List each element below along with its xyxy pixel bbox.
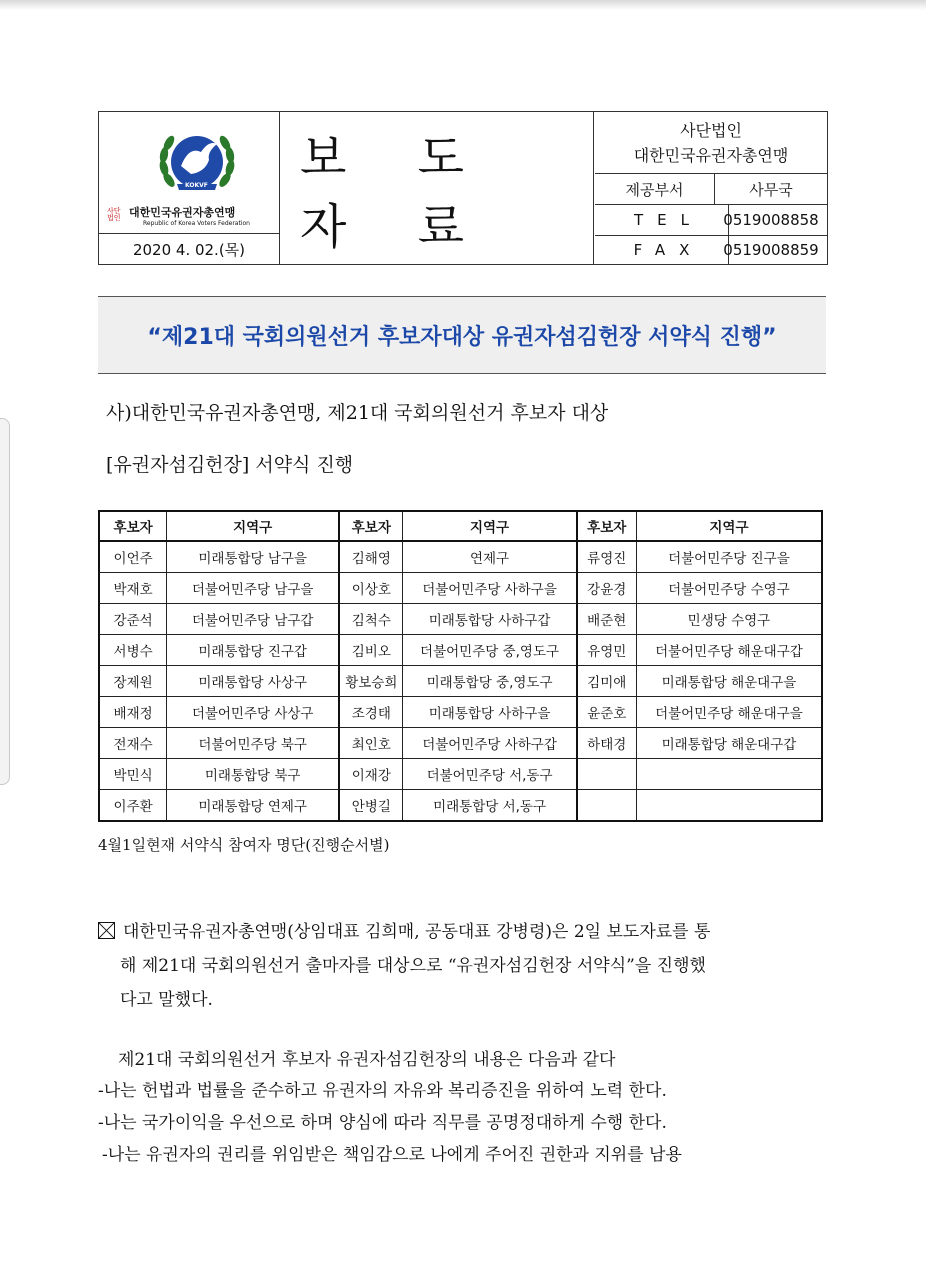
candidate-district: 미래통합당 중,영도구 bbox=[403, 666, 577, 697]
paragraph-1-text: 대한민국유권자총연맹(상임대표 김희매, 공동대표 강병령)은 2일 보도자료를 통 bbox=[123, 922, 711, 942]
paragraph-1-line-3: 다고 말했다. bbox=[120, 990, 213, 1010]
candidate-district: 미래통합당 서,동구 bbox=[403, 790, 577, 822]
top-shadow bbox=[0, 0, 926, 10]
paragraph-1-line-2: 해 제21대 국회의원선거 출마자를 대상으로 “유권자섬김헌장 서약식”을 진행했 bbox=[120, 956, 706, 976]
table-row bbox=[99, 790, 822, 822]
candidate-name: 하태경 bbox=[577, 728, 637, 759]
candidate-name: 황보승희 bbox=[339, 666, 403, 697]
table-row bbox=[99, 759, 822, 790]
candidate-name: 이주환 bbox=[99, 790, 167, 822]
candidate-name: 서병수 bbox=[99, 635, 167, 666]
candidate-district: 더불어민주당 해운대구갑 bbox=[636, 635, 822, 666]
table-row bbox=[99, 541, 822, 573]
fax-label: FAX bbox=[595, 236, 729, 264]
candidate-name: 이상호 bbox=[339, 573, 403, 604]
candidate-district: 연제구 bbox=[403, 541, 577, 573]
candidate-name: 류영진 bbox=[577, 541, 637, 573]
candidate-district: 미래통합당 해운대구을 bbox=[636, 666, 822, 697]
candidate-name bbox=[577, 759, 637, 790]
candidate-name: 이재강 bbox=[339, 759, 403, 790]
candidate-name: 박재호 bbox=[99, 573, 167, 604]
candidate-name: 강준석 bbox=[99, 604, 167, 635]
table-row bbox=[99, 666, 822, 697]
candidate-name: 박민식 bbox=[99, 759, 167, 790]
emblem-text: KOKVF bbox=[185, 182, 208, 189]
checkbox-x-icon bbox=[98, 922, 115, 939]
side-scroll-handle[interactable] bbox=[0, 418, 10, 785]
release-date: 2020 4. 02.(목) bbox=[99, 233, 280, 265]
column-header: 후보자 bbox=[339, 511, 403, 541]
organization-block bbox=[595, 112, 827, 174]
candidate-name: 김비오 bbox=[339, 635, 403, 666]
candidate-district: 미래통합당 진구갑 bbox=[167, 635, 339, 666]
candidate-district: 더불어민주당 사하구갑 bbox=[403, 728, 577, 759]
logo-cell bbox=[99, 112, 280, 233]
table-row bbox=[99, 573, 822, 604]
candidate-district: 더불어민주당 중,영도구 bbox=[403, 635, 577, 666]
candidate-name: 김미애 bbox=[577, 666, 637, 697]
paragraph-1-line-1 bbox=[98, 917, 710, 942]
candidate-district: 더불어민주당 해운대구을 bbox=[636, 697, 822, 728]
federation-emblem-icon bbox=[155, 122, 239, 206]
candidate-name: 강윤경 bbox=[577, 573, 637, 604]
candidate-district: 미래통합당 북구 bbox=[167, 759, 339, 790]
fax-value: 0519008859 bbox=[723, 241, 819, 259]
candidate-name: 김척수 bbox=[339, 604, 403, 635]
charter-item-1: -나는 헌법과 법률을 준수하고 유권자의 자유와 복리증진을 위하여 노력 한다. bbox=[98, 1081, 667, 1101]
charter-item-3: -나는 유권자의 권리를 위임받은 책임감으로 나에게 주어진 권한과 지위를 남용 bbox=[102, 1145, 682, 1165]
subtitle-line-2: [유권자섬김헌장] 서약식 진행 bbox=[106, 454, 354, 476]
column-header: 지역구 bbox=[167, 511, 339, 541]
candidate-district: 더불어민주당 수영구 bbox=[636, 573, 822, 604]
column-header: 후보자 bbox=[577, 511, 637, 541]
table-row bbox=[99, 604, 822, 635]
candidate-district: 더불어민주당 사상구 bbox=[167, 697, 339, 728]
dept-label: 제공부서 bbox=[595, 174, 715, 204]
candidate-name: 윤준호 bbox=[577, 697, 637, 728]
candidate-district: 민생당 수영구 bbox=[636, 604, 822, 635]
logo-org-english: Republic of Korea Voters Federation bbox=[143, 220, 250, 227]
dept-row bbox=[595, 174, 827, 205]
candidate-district: 더불어민주당 남구을 bbox=[167, 573, 339, 604]
column-header: 후보자 bbox=[99, 511, 167, 541]
candidate-name: 장제원 bbox=[99, 666, 167, 697]
table-row bbox=[99, 728, 822, 759]
candidate-name: 배재정 bbox=[99, 697, 167, 728]
tel-label: TEL bbox=[595, 205, 729, 235]
candidate-table bbox=[98, 510, 823, 822]
candidate-district bbox=[636, 790, 822, 822]
candidate-district: 미래통합당 사하구갑 bbox=[403, 604, 577, 635]
tel-row bbox=[595, 205, 827, 236]
press-release-header bbox=[98, 111, 828, 265]
candidate-district: 더불어민주당 남구갑 bbox=[167, 604, 339, 635]
candidate-district: 미래통합당 사하구을 bbox=[403, 697, 577, 728]
candidate-district: 더불어민주당 북구 bbox=[167, 728, 339, 759]
candidate-name: 안병길 bbox=[339, 790, 403, 822]
candidate-district bbox=[636, 759, 822, 790]
candidate-district: 더불어민주당 서,동구 bbox=[403, 759, 577, 790]
fax-row bbox=[595, 236, 827, 264]
org-type: 사단법인 bbox=[680, 120, 742, 140]
candidate-district: 미래통합당 사상구 bbox=[167, 666, 339, 697]
candidate-name: 김해영 bbox=[339, 541, 403, 573]
dept-value: 사무국 bbox=[749, 180, 793, 199]
candidate-name: 이언주 bbox=[99, 541, 167, 573]
table-row bbox=[99, 635, 822, 666]
column-header: 지역구 bbox=[636, 511, 822, 541]
table-row bbox=[99, 697, 822, 728]
charter-intro: 제21대 국회의원선거 후보자 유권자섬김헌장의 내용은 다음과 같다 bbox=[118, 1050, 616, 1070]
org-name: 대한민국유권자총연맹 bbox=[633, 145, 789, 165]
candidate-name bbox=[577, 790, 637, 822]
subtitle-line-1: 사)대한민국유권자총연맹, 제21대 국회의원선거 후보자 대상 bbox=[106, 402, 609, 424]
candidate-district: 더불어민주당 사하구을 bbox=[403, 573, 577, 604]
page-title: 보 도 자 료 bbox=[280, 112, 594, 264]
table-caption: 4월1일현재 서약식 참여자 명단(진행순서별) bbox=[98, 836, 390, 854]
candidate-name: 최인호 bbox=[339, 728, 403, 759]
candidate-district: 미래통합당 연제구 bbox=[167, 790, 339, 822]
column-header: 지역구 bbox=[403, 511, 577, 541]
headline: “제21대 국회의원선거 후보자대상 유권자섬김헌장 서약식 진행” bbox=[98, 296, 826, 374]
candidate-name: 조경태 bbox=[339, 697, 403, 728]
tel-value: 0519008858 bbox=[723, 211, 819, 229]
charter-item-2: -나는 국가이익을 우선으로 하며 양심에 따라 직무를 공명정대하게 수행 한다. bbox=[98, 1113, 667, 1133]
candidate-name: 배준현 bbox=[577, 604, 637, 635]
candidate-district: 더불어민주당 진구을 bbox=[636, 541, 822, 573]
candidate-district: 미래통합당 남구을 bbox=[167, 541, 339, 573]
candidate-district: 미래통합당 해운대구갑 bbox=[636, 728, 822, 759]
table-header-row bbox=[99, 511, 822, 541]
logo-org-korean: 대한민국유권자총연맹 bbox=[129, 206, 236, 219]
logo-prefix: 사단 법인 bbox=[107, 207, 121, 222]
candidate-name: 전재수 bbox=[99, 728, 167, 759]
candidate-name: 유영민 bbox=[577, 635, 637, 666]
